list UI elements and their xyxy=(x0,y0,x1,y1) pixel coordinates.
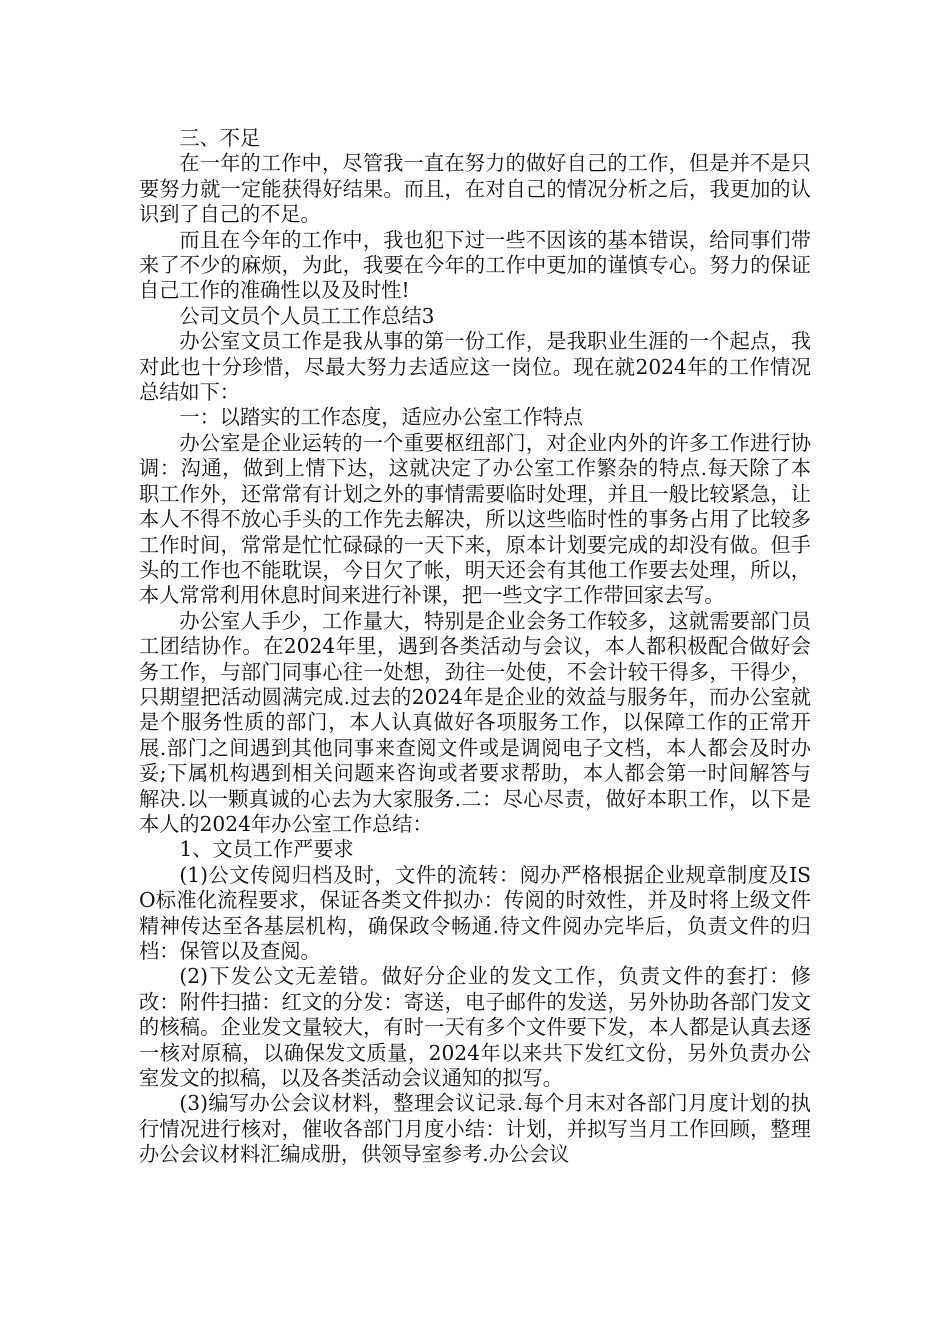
paragraph: 在一年的工作中，尽管我一直在努力的做好自己的工作，但是并不是只要努力就一定能获得好结果。而且，在对自己的情况分析之后，我更加的认识到了自己的不足。 xyxy=(139,151,811,227)
paragraph: 办公室文员工作是我从事的第一份工作，是我职业生涯的一个起点，我对此也十分珍惜，尽最大努力去适应这一岗位。现在就2024年的工作情况总结如下： xyxy=(139,329,811,405)
list-item: (2)下发公文无差错。做好分企业的发文工作，负责文件的套打：修改：附件扫描：红文的分发：寄送，电子邮件的发送，另外协助各部门发文的核稿。企业发文量较大，有时一天有多个文件要下发，本人都是认真去逐一核对原稿，以确保发文质量，2024年以来共下发红文份，另外负责办公室发文的拟稿，以及各类活动会议通知的拟写。 xyxy=(139,964,811,1091)
subheading-clerk-requirements: 1、文员工作严要求 xyxy=(179,837,354,862)
section-heading-summary-3: 公司文员个人员工工作总结3 xyxy=(179,303,435,328)
document-body xyxy=(139,126,811,1168)
paragraph: 而且在今年的工作中，我也犯下过一些不因该的基本错误，给同事们带来了不少的麻烦，为此，我要在今年的工作中更加的谨慎专心。努力的保证自己工作的准确性以及及时性! xyxy=(139,227,811,303)
list-item: (1)公文传阅归档及时，文件的流转：阅办严格根据企业规章制度及ISO标准化流程要求，保证各类文件拟办：传阅的时效性，并及时将上级文件精神传达至各基层机构，确保政令畅通.待文件阅办完毕后，负责文件的归档：保管以及查阅。 xyxy=(139,862,811,963)
paragraph: 办公室是企业运转的一个重要枢纽部门，对企业内外的许多工作进行协调：沟通，做到上情下达，这就决定了办公室工作繁杂的特点.每天除了本职工作外，还常常有计划之外的事情需要临时处理，并且一般比较紧急，让本人不得不放心手头的工作先去解决，所以这些临时性的事务占用了比较多工作时间，常常是忙忙碌碌的一天下来，原本计划要完成的却没有做。但手头的工作也不能耽误，今日欠了帐，明天还会有其他工作要去处理，所以，本人常常利用休息时间来进行补课，把一些文字工作带回家去写。 xyxy=(139,430,811,608)
subheading-work-attitude: 一：以踏实的工作态度，适应办公室工作特点 xyxy=(179,405,584,430)
list-item: (3)编写办公会议材料，整理会议记录.每个月末对各部门月度计划的执行情况进行核对，催收各部门月度小结：计划，并拟写当月工作回顾，整理办公会议材料汇编成册，供领导室参考.办公会议 xyxy=(139,1091,811,1167)
paragraph: 办公室人手少，工作量大，特别是企业会务工作较多，这就需要部门员工团结协作。在2024年里，遇到各类活动与会议，本人都积极配合做好会务工作，与部门同事心往一处想，劲往一处使，不会计较干得多，干得少，只期望把活动圆满完成.过去的2024年是企业的效益与服务年，而办公室就是个服务性质的部门，本人认真做好各项服务工作，以保障工作的正常开展.部门之间遇到其他同事来查阅文件或是调阅电子文档，本人都会及时办妥;下属机构遇到相关问题来咨询或者要求帮助，本人都会第一时间解答与解决.以一颗真诚的心去为大家服务.二：尽心尽责，做好本职工作，以下是本人的2024年办公室工作总结： xyxy=(139,608,811,836)
section-heading-shortcomings: 三、不足 xyxy=(179,126,261,150)
